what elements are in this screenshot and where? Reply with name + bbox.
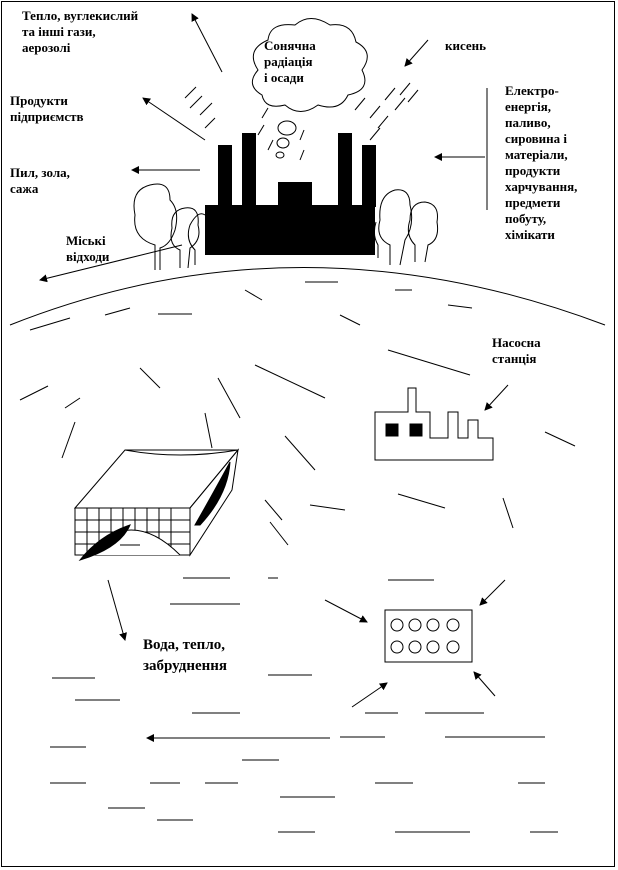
reservoir-block (75, 450, 238, 560)
label-products-enterprises: Продукти підприємств (10, 93, 84, 124)
label-dust: Пил, зола, сажа (10, 165, 70, 196)
label-inputs: Електро- енергія, паливо, сировина і матеріали, продукти харчування, предмети побуту, хімікати (505, 83, 578, 242)
pump-station (375, 388, 493, 460)
ground-hill (10, 268, 605, 326)
label-water-heat: Вода, тепло, забруднення (143, 637, 228, 674)
treatment-device (385, 610, 472, 662)
label-solar-radiation: Сонячна радіація і осади (264, 38, 316, 85)
label-city-waste: Міські відходи (66, 233, 110, 264)
factory (205, 133, 376, 255)
label-heat-gases: Тепло, вуглекислий та інші гази, аерозолі (22, 8, 139, 55)
label-pump-station: Насосна станція (492, 335, 541, 366)
trees-right (374, 190, 437, 265)
label-oxygen: кисень (445, 38, 487, 53)
